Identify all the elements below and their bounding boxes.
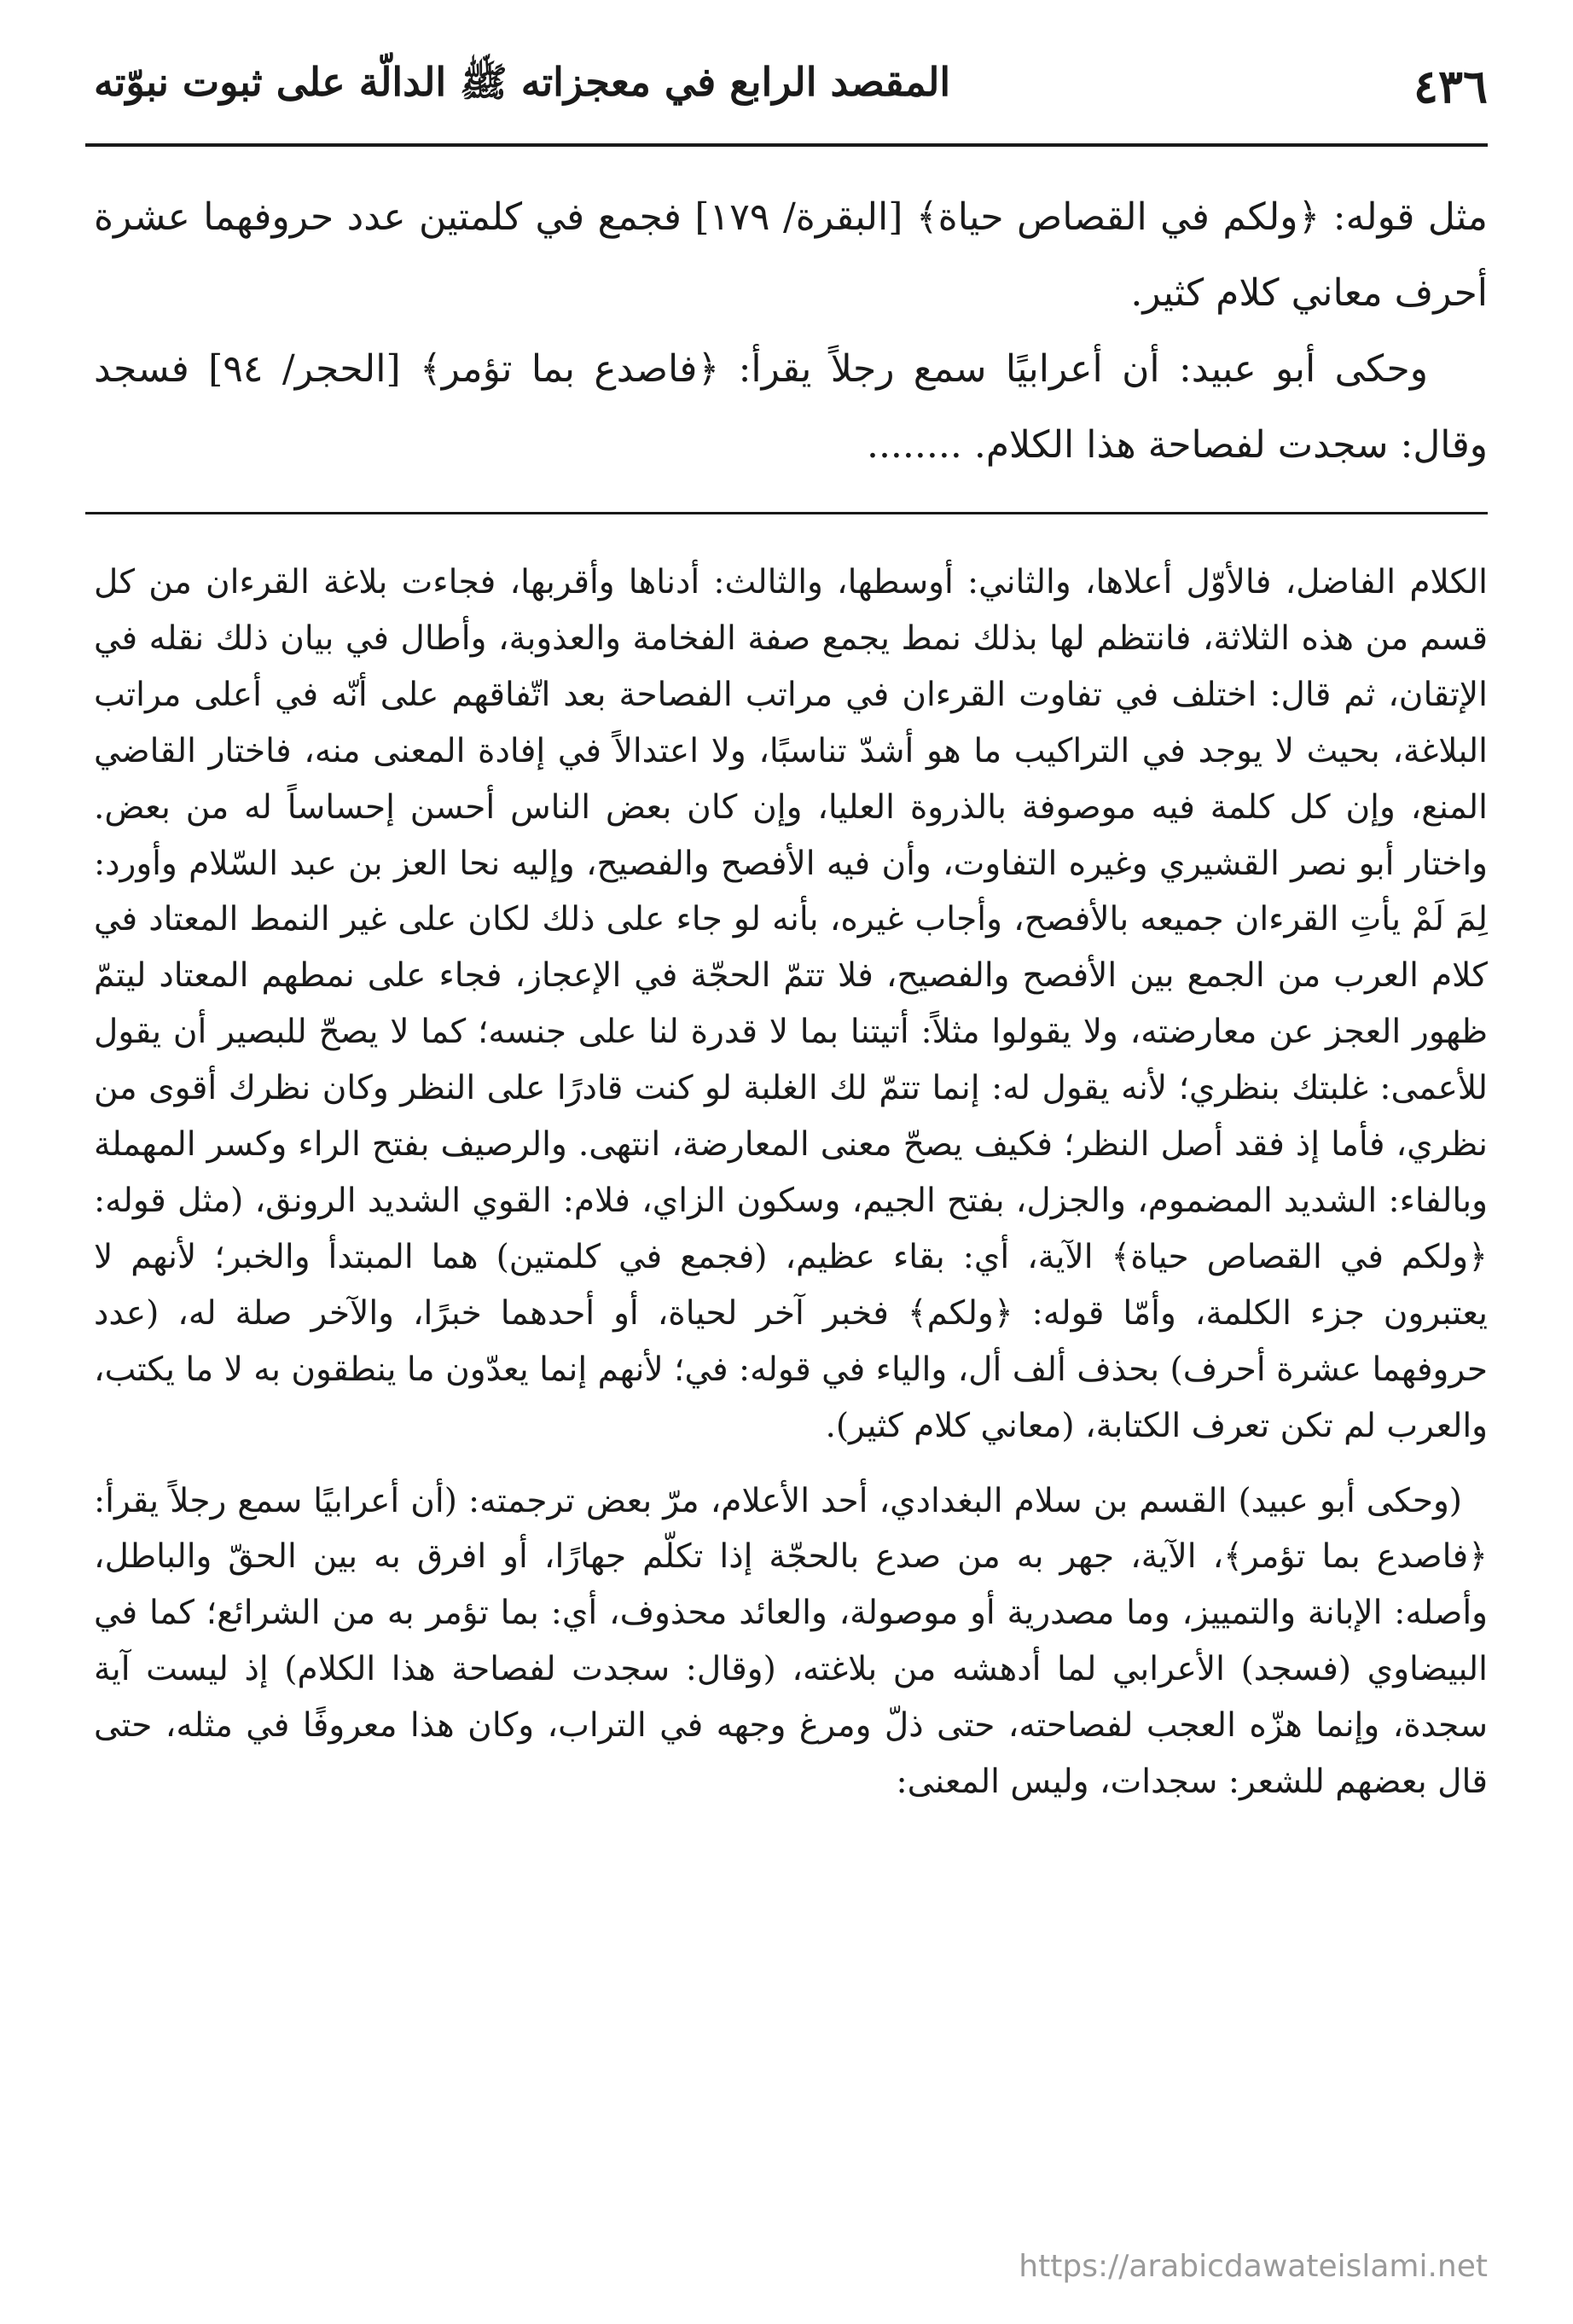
commentary-paragraph: (وحكى أبو عبيد) القسم بن سلام البغدادي، أحد الأعلام، مرّ بعض ترجمته: (أن أعرابيًا سمع رجلاً يقرأ: ﴿فاصدع بما تؤمر﴾، الآية، جهر به من صدع بالحجّة إذا تكلّم جهارًا، أو افرق به بين الحقّ والباطل، وأصله: الإبانة والتمييز، وما مصدرية أو موصولة، والعائد محذوف، أي: بما تؤمر به من الشرائع؛ كما في البيضاوي (فسجد) الأعرابي لما أدهشه من بلاغته، (وقال: سجدت لفصاحة هذا الكلام) إذ ليست آية سجدة، وإنما هزّه العجب لفصاحته، حتى ذلّ ومرغ وجهه في التراب، وكان هذا معروفًا في مثله، حتى قال بعضهم للشعر: سجدات، وليس المعنى: — [94, 1481, 1488, 1802]
running-title: المقصد الرابع في معجزاته ﷺ الدالّة على ثبوت نبوّته — [94, 58, 951, 105]
main-text — [94, 179, 1488, 483]
main-text-paragraph: مثل قوله: ﴿ولكم في القصاص حياة﴾ [البقرة/ ١٧٩] فجمع في كلمتين عدد حروفهما عشرة أحرف معاني كلام كثير. — [94, 195, 1489, 315]
text-divider-rule — [85, 512, 1488, 514]
watermark-url: https://arabicdawateislami.net — [1019, 2249, 1488, 2284]
commentary-paragraph: الكلام الفاضل، فالأوّل أعلاها، والثاني: أوسطها، والثالث: أدناها وأقربها، فجاءت بلاغة القرءان من كل قسم من هذه الثلاثة، فانتظم لها بذلك نمط يجمع صفة الفخامة والعذوبة، وأطال في بيان ذلك نقله في الإتقان، ثم قال: اختلف في تفاوت القرءان في مراتب الفصاحة بعد اتّفاقهم على أنّه في أعلى مراتب البلاغة، بحيث لا يوجد في التراكيب ما هو أشدّ تناسبًا، ولا اعتدالاً في إفادة المعنى منه، فاختار القاضي المنع، وإن كل كلمة فيه موصوفة بالذروة العليا، وإن كان بعض الناس أحسن إحساساً له من بعض. واختار أبو نصر القشيري وغيره التفاوت، وأن فيه الأفصح والفصيح، وإليه نحا العز بن عبد السّلام وأورد: لِمَ لَمْ يأتِ القرءان جميعه بالأفصح، وأجاب غيره، بأنه لو جاء على ذلك لكان على غير النمط المعتاد في كلام العرب من الجمع بين الأفصح والفصيح، فلا تتمّ الحجّة في الإعجاز، فجاء على نمطهم المعتاد ليتمّ ظهور العجز عن معارضته، ولا يقولوا مثلاً: أتيتنا بما لا قدرة لنا على جنسه؛ كما لا يصحّ للبصير أن يقول للأعمى: غلبتك بنظري؛ لأنه يقول له: إنما تتمّ لك الغلبة لو كنت قادرًا على النظر وكان نظرك أقوى من نظري، فأما إذ فقد أصل النظر؛ فكيف يصحّ معنى المعارضة، انتهى. والرصيف بفتح الراء وكسر المهملة وبالفاء: الشديد المضموم، والجزل، بفتح الجيم، وسكون الزاي، فلام: القوي الشديد الرونق، (مثل قوله: ﴿ولكم في القصاص حياة﴾ الآية، أي: بقاء عظيم، (فجمع في كلمتين) هما المبتدأ والخبر؛ لأنهم لا يعتبرون جزء الكلمة، وأمّا قوله: ﴿ولكم﴾ فخبر آخر لحياة، أو أحدهما خبرًا، والآخر صلة له، (عدد حروفهما عشرة أحرف) بحذف ألف أل، والياء في قوله: في؛ لأنهم إنما يعدّون ما ينطقون به لا ما يكتب، والعرب لم تكن تعرف الكتابة، (معاني كلام كثير). — [93, 563, 1488, 1445]
page-number: ٤٣٦ — [1413, 59, 1488, 113]
header-rule — [85, 143, 1488, 147]
page-header — [94, 53, 1488, 119]
main-text-paragraph: وحكى أبو عبيد: أن أعرابيًا سمع رجلاً يقرأ: ﴿فاصدع بما تؤمر﴾ [الحجر/ ٩٤] فسجد وقال: سجدت لفصاحة هذا الكلام. ........ — [94, 347, 1488, 467]
commentary-text — [94, 555, 1488, 1810]
